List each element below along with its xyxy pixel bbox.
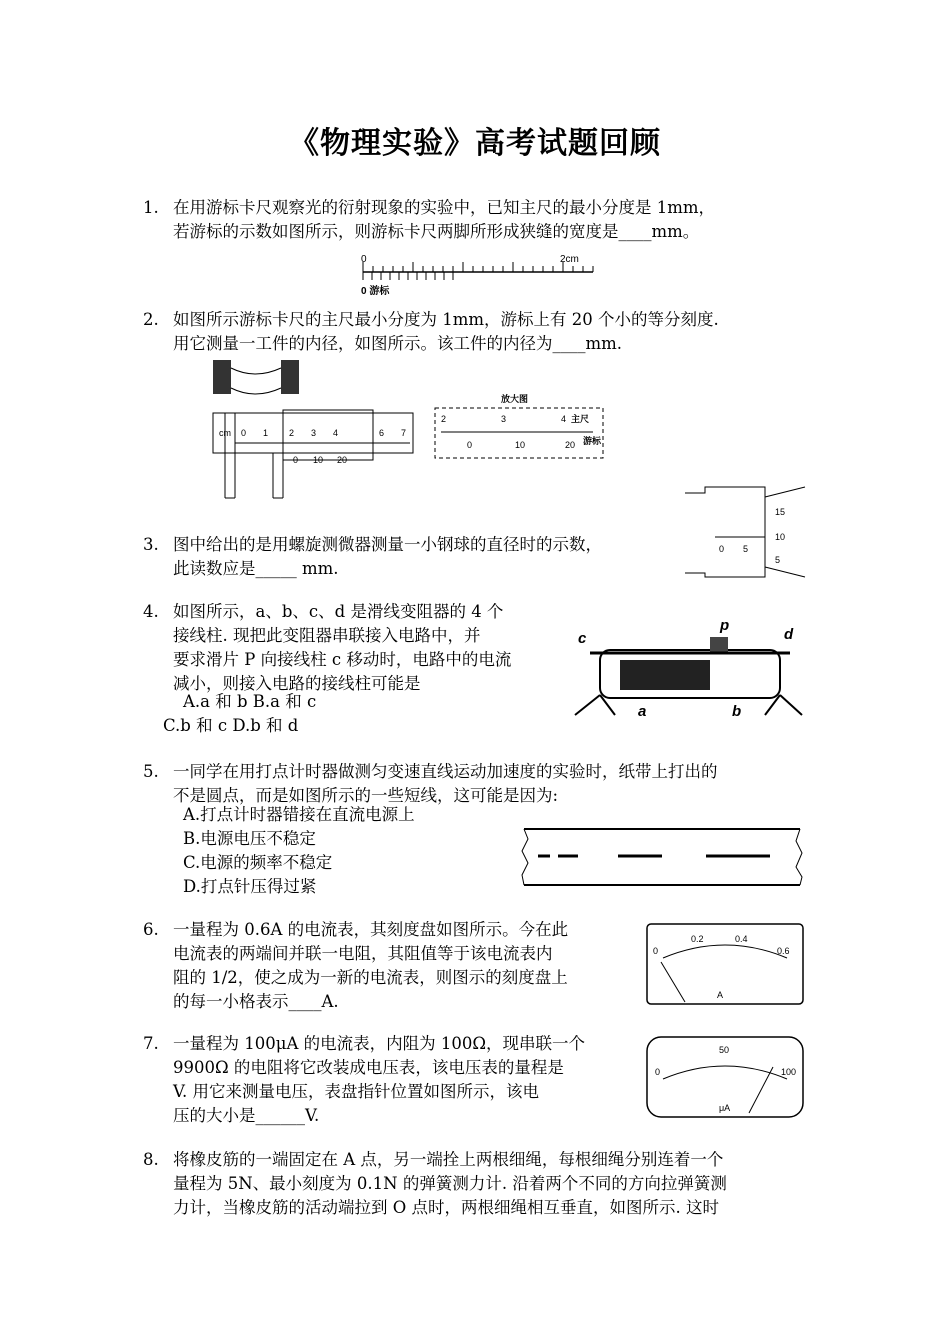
svg-text:10: 10 bbox=[515, 440, 526, 450]
svg-text:a: a bbox=[638, 703, 647, 720]
svg-text:b: b bbox=[732, 703, 742, 720]
question-text: 若游标的示数如图所示，则游标卡尺两脚所形成狭缝的宽度是____mm。 bbox=[173, 222, 700, 241]
svg-text:20: 20 bbox=[337, 455, 348, 465]
svg-text:6: 6 bbox=[379, 428, 385, 438]
question-text: 图中给出的是用螺旋测微器测量一小钢球的直径时的示数， bbox=[173, 535, 602, 554]
question-text: 一量程为 0.6A 的电流表，其刻度盘如图所示。今在此 bbox=[173, 920, 569, 939]
question-text: 将橡皮筋的一端固定在 A 点，另一端拴上两根细绳，每根细绳分别连着一个 bbox=[173, 1150, 724, 1169]
question-text: 如图所示，a、b、c、d 是滑线变阻器的 4 个 bbox=[173, 602, 504, 621]
ammeter-dial-figure bbox=[645, 922, 807, 1008]
microammeter-dial-figure bbox=[645, 1035, 807, 1121]
question-number: 4. bbox=[143, 602, 159, 621]
question-number: 6. bbox=[143, 920, 159, 939]
question-text: 用它测量一工件的内径，如图所示。该工件的内径为____mm. bbox=[173, 334, 623, 353]
svg-text:主尺: 主尺 bbox=[571, 414, 590, 424]
svg-text:0.2: 0.2 bbox=[691, 934, 704, 944]
question-text: 要求滑片 P 向接线柱 c 移动时，电路中的电流 bbox=[173, 650, 512, 669]
question-number: 8. bbox=[143, 1150, 159, 1169]
answer-option: B.电源电压不稳定 bbox=[183, 829, 316, 848]
svg-text:15: 15 bbox=[775, 507, 786, 517]
question-text: 量程为 5N、最小刻度为 0.1N 的弹簧测力计. 沿着两个不同的方向拉弹簧测 bbox=[173, 1174, 727, 1193]
question-text: 力计，当橡皮筋的活动端拉到 O 点时，两根细绳相互垂直，如图所示. 这时 bbox=[173, 1198, 720, 1217]
svg-text:4: 4 bbox=[333, 428, 339, 438]
svg-text:c: c bbox=[578, 630, 587, 647]
question-text: 一量程为 100μA 的电流表，内阻为 100Ω，现串联一个 bbox=[173, 1034, 586, 1053]
question-text: 压的大小是______V. bbox=[173, 1106, 320, 1125]
svg-text:2: 2 bbox=[441, 414, 447, 424]
question-text: V. 用它来测量电压，表盘指针位置如图所示，该电 bbox=[173, 1082, 540, 1101]
svg-text:游标: 游标 bbox=[583, 436, 602, 446]
caliper-figure bbox=[205, 358, 420, 503]
question-number: 5. bbox=[143, 762, 159, 781]
svg-text:μA: μA bbox=[719, 1103, 731, 1113]
svg-text:3: 3 bbox=[501, 414, 507, 424]
svg-text:50: 50 bbox=[719, 1045, 730, 1055]
answer-option: A.打点计时器错接在直流电源上 bbox=[183, 805, 415, 824]
answer-options: A.a 和 b B.a 和 c bbox=[183, 692, 317, 711]
svg-text:4: 4 bbox=[561, 414, 567, 424]
paper-tape-figure bbox=[520, 825, 805, 890]
question-text: 在用游标卡尺观察光的衍射现象的实验中，已知主尺的最小分度是 1mm， bbox=[173, 198, 716, 217]
svg-text:20: 20 bbox=[565, 440, 576, 450]
svg-text:放大图: 放大图 bbox=[501, 394, 529, 404]
svg-text:10: 10 bbox=[775, 532, 786, 542]
svg-text:0: 0 bbox=[293, 455, 299, 465]
question-text: 9900Ω 的电阻将它改装成电压表，该电压表的量程是 bbox=[173, 1058, 564, 1077]
svg-text:0.4: 0.4 bbox=[735, 934, 748, 944]
vernier-scale-figure bbox=[355, 250, 600, 298]
svg-text:2: 2 bbox=[289, 428, 295, 438]
zoom-scale-figure bbox=[433, 390, 608, 462]
svg-text:0: 0 bbox=[241, 428, 247, 438]
svg-text:10: 10 bbox=[313, 455, 324, 465]
answer-options: C.b 和 c D.b 和 d bbox=[163, 716, 299, 735]
question-text: 接线柱. 现把此变阻器串联接入电路中，并 bbox=[173, 626, 481, 645]
question-number: 2. bbox=[143, 310, 159, 329]
svg-text:1: 1 bbox=[263, 428, 269, 438]
svg-text:p: p bbox=[720, 617, 730, 634]
question-text: 电流表的两端间并联一电阻，其阻值等于该电流表内 bbox=[173, 944, 553, 963]
rheostat-figure bbox=[570, 615, 810, 725]
svg-text:0: 0 bbox=[655, 1067, 661, 1077]
question-text: 如图所示游标卡尺的主尺最小分度为 1mm，游标上有 20 个小的等分刻度. bbox=[173, 310, 719, 329]
page-title: 《物理实验》高考试题回顾 bbox=[289, 126, 661, 161]
question-text: 一同学在用打点计时器做测匀变速直线运动加速度的实验时，纸带上打出的 bbox=[173, 762, 718, 781]
svg-text:0: 0 bbox=[653, 946, 659, 956]
svg-text:0: 0 bbox=[719, 544, 725, 554]
svg-text:7: 7 bbox=[401, 428, 407, 438]
question-text: 阻的 1/2，使之成为一新的电流表，则图示的刻度盘上 bbox=[173, 968, 568, 987]
svg-text:0: 0 bbox=[467, 440, 473, 450]
question-text: 此读数应是_____ mm. bbox=[173, 559, 339, 578]
question-number: 7. bbox=[143, 1034, 159, 1053]
question-text: 不是圆点，而是如图所示的一些短线，这可能是因为: bbox=[173, 786, 559, 805]
svg-text:0.6: 0.6 bbox=[777, 946, 790, 956]
scale-label: 2cm bbox=[560, 254, 579, 265]
question-text: 减小，则接入电路的接线柱可能是 bbox=[173, 674, 421, 693]
answer-option: D.打点针压得过紧 bbox=[183, 877, 317, 896]
question-text: 的每一小格表示____A. bbox=[173, 992, 339, 1011]
svg-text:cm: cm bbox=[219, 428, 231, 438]
svg-text:d: d bbox=[784, 626, 794, 643]
svg-text:3: 3 bbox=[311, 428, 317, 438]
question-number: 1. bbox=[143, 198, 159, 217]
question-number: 3. bbox=[143, 535, 159, 554]
svg-text:5: 5 bbox=[743, 544, 749, 554]
answer-option: C.电源的频率不稳定 bbox=[183, 853, 333, 872]
svg-text:100: 100 bbox=[781, 1067, 797, 1077]
svg-text:5: 5 bbox=[775, 555, 781, 565]
svg-text:A: A bbox=[717, 990, 724, 1000]
scale-label: 0 bbox=[361, 254, 367, 265]
micrometer-figure bbox=[685, 485, 809, 580]
scale-label: 0 游标 bbox=[361, 286, 390, 297]
